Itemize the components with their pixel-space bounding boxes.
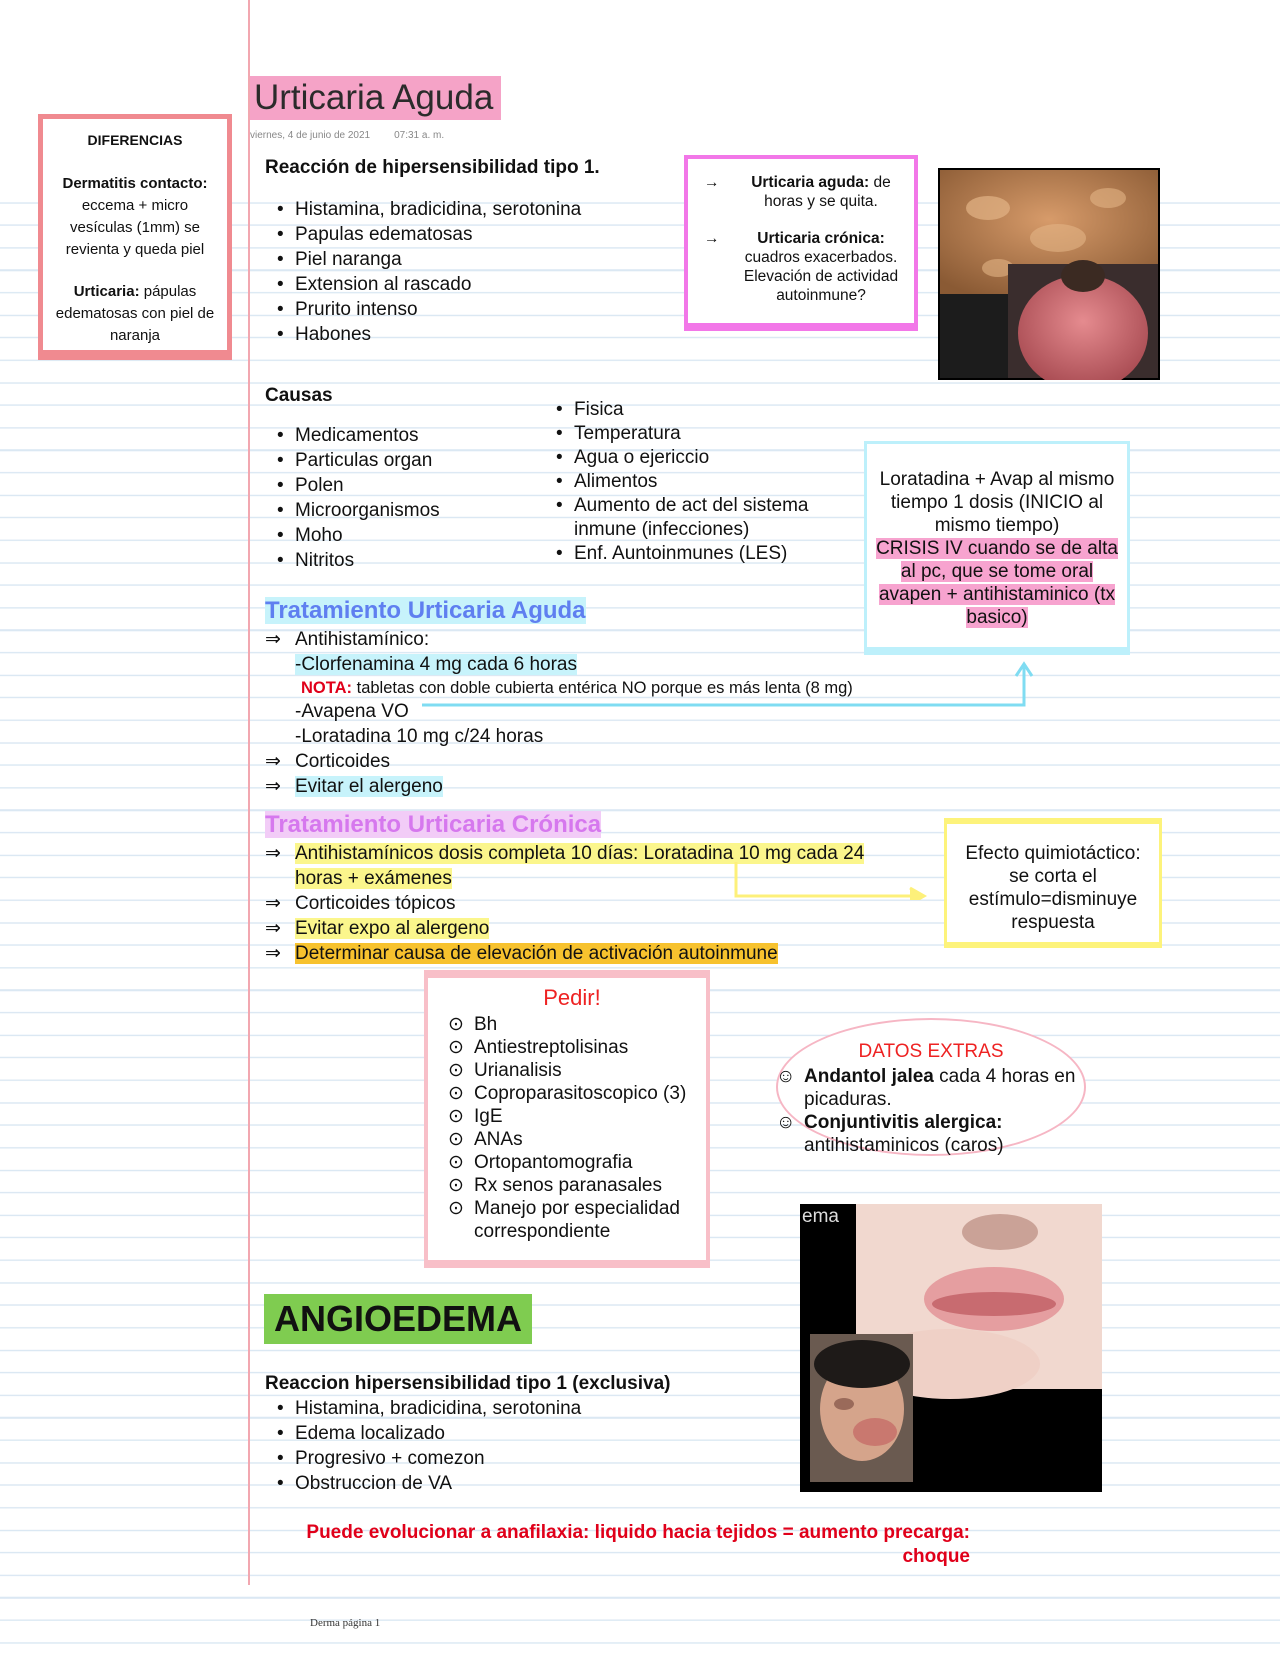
list-item: • Habones [265,322,625,347]
pedir-box [424,970,710,1268]
causas-col1 [265,423,535,573]
list-item [265,774,965,799]
list-item: ⊙ Coproparasitoscopico (3) [448,1082,696,1105]
list-item: ⊙ Antiestreptolisinas [448,1036,696,1059]
list-item: • Histamina, bradicidina, serotonina [265,1396,725,1421]
double-arrow-icon: ⇒ [265,843,281,864]
list-item: ⊙ Ortopantomografia [448,1151,696,1174]
list-item: • Alimentos [544,470,844,494]
angioedema-heading: Reaccion hipersensibilidad tipo 1 (exclusiva) [265,1373,671,1394]
list-item: -Loratadina 10 mg c/24 horas [295,726,544,747]
urticaria-skin-photo [938,168,1160,380]
dermatitis-note [51,173,219,261]
list-item: -Avapena VO [295,701,409,722]
evitar-text: Evitar el alergeno [295,776,443,797]
cronica-label: Urticaria crónica: [757,230,885,247]
angioedema-photo-image [800,1204,1102,1492]
tratamiento-aguda-title-text: Tratamiento Urticaria Aguda [265,597,586,624]
angioedema-list [265,1396,725,1496]
arrow-right-icon: → [704,174,720,191]
list-item: • Agua o ejericcio [544,446,844,470]
double-arrow-icon: ⇒ [265,893,281,914]
double-arrow-icon: ⇒ [265,776,281,797]
list-item [776,1111,1086,1157]
list-item: • Obstruccion de VA [265,1471,725,1496]
page-number: Derma página 1 [310,1617,381,1629]
list-item: • Piel naranga [265,247,625,272]
cronica-row [696,229,906,305]
tratamiento-cronica-title-text: Tratamiento Urticaria Crónica [265,811,602,838]
list-item [265,916,925,941]
time-text: 07:31 a. m. [394,130,445,141]
list-item: • Temperatura [544,422,844,446]
list-item [265,941,925,966]
tratamiento-aguda-list [265,627,965,799]
dermatitis-label: Dermatitis contacto: [62,175,208,192]
conjuntivitis-text: antihistaminicos (caros) [804,1135,1004,1156]
list-item: • Microorganismos [265,498,535,523]
loratadina-line: Loratadina + Avap al mismo tiempo 1 dosis (INICIO al mismo tiempo) [879,469,1115,536]
list-item: • Histamina, bradicidina, serotonina [265,197,625,222]
list-item: • Extension al rascado [265,272,625,297]
efecto-box: Efecto quimiotáctico: se corta el estímulo=disminuye respuesta [944,818,1162,948]
pedir-heading: Pedir! [543,985,601,1010]
list-item: • Polen [265,473,535,498]
aguda-text: de horas y se quita. [764,174,891,210]
photo-label: ema [802,1206,839,1227]
differences-heading: DIFERENCIAS [87,132,183,148]
angioedema-photo [800,1204,1102,1492]
list-item: • Moho [265,523,535,548]
angioedema-title: ANGIOEDEMA [264,1294,532,1344]
aguda-cronica-box [684,155,918,331]
urticaria-text: pápulas edematosas con piel de naranja [55,283,215,344]
cronica-text: cuadros exacerbados. Elevación de actividad autoinmune? [743,249,899,304]
causas-heading: Causas [265,385,333,406]
datos-extras [776,1040,1086,1157]
urticaria-note [51,281,219,347]
nota-label: NOTA: [301,679,353,697]
list-item: ⊙ Urianalisis [448,1059,696,1082]
list-item: ⊙ IgE [448,1105,696,1128]
list-item [776,1065,1086,1111]
list-item: • Progresivo + comezon [265,1446,725,1471]
aguda-row [696,173,906,211]
urticaria-label: Urticaria: [73,283,140,300]
list-item: • Medicamentos [265,423,535,448]
list-item: ⊙ Manejo por especialidad correspondiente [448,1197,696,1243]
cronica-item1-text: Antihistamínicos dosis completa 10 días: Loratadina 10 mg cada 24 horas + exámenes [295,843,865,889]
connector-arrow-yellow [730,860,930,900]
list-item: • Papulas edematosas [265,222,625,247]
dermatitis-text: eccema + micro vesículas (1mm) se revienta y queda piel [65,197,205,258]
differences-box [38,114,232,360]
page-title: Urticaria Aguda [250,76,501,120]
page-date [250,130,468,141]
conjuntivitis-label: Conjuntivitis alergica: [804,1112,1003,1133]
list-item: • Edema localizado [265,1421,725,1446]
tratamiento-cronica-title [265,811,601,839]
datos-extras-heading: DATOS EXTRAS [858,1041,1004,1062]
corticoides-text: Corticoides [295,751,391,772]
cronica-item2-text: Corticoides tópicos [295,893,456,914]
list-item: • Fisica [544,398,844,422]
intro-heading: Reacción de hipersensibilidad tipo 1. [265,157,600,178]
list-item: • Prurito intenso [265,297,625,322]
date-text: viernes, 4 de junio de 2021 [250,130,371,141]
loratadina-box [864,441,1130,655]
antihistaminico-text: Antihistamínico: [295,629,430,650]
list-item [265,627,965,652]
nota-text: tabletas con doble cubierta entérica NO porque es más lenta (8 mg) [356,679,853,697]
crisis-line [873,537,1121,629]
list-item [265,749,965,774]
cronica-item3-text: Evitar expo al alergeno [295,918,490,939]
cronica-item4-text: Determinar causa de elevación de activación autoinmune [295,943,778,964]
tratamiento-aguda-title [265,597,586,625]
double-arrow-icon: ⇒ [265,918,281,939]
arrow-right-icon: → [704,230,720,247]
list-item: • Particulas organ [265,448,535,473]
list-item: ⊙ Rx senos paranasales [448,1174,696,1197]
causas-col2 [544,398,844,566]
crisis-highlight: CRISIS IV cuando se de alta al pc, que se tome oral avapen + antihistaminico (tx basico) [876,538,1118,628]
double-arrow-icon: ⇒ [265,943,281,964]
clorfenamina-text: -Clorfenamina 4 mg cada 6 horas [295,654,577,675]
list-item: • Nitritos [265,548,535,573]
andantol-text: cada 4 horas en picaduras. [804,1066,1076,1110]
smiley-icon: ☺ [776,1112,796,1133]
double-arrow-icon: ⇒ [265,751,281,772]
list-item: ⊙ Bh [448,1013,696,1036]
intro-list [265,197,625,347]
aguda-label: Urticaria aguda: [751,174,870,191]
smiley-icon: ☺ [776,1066,796,1087]
list-item: ⊙ ANAs [448,1128,696,1151]
andantol-label: Andantol jalea [804,1066,934,1087]
double-arrow-icon: ⇒ [265,629,281,650]
notebook-margin-line [248,0,250,1585]
skin-photo-image [938,168,1160,380]
connector-arrow-cyan [420,660,1040,710]
list-item: • Enf. Auntoinmunes (LES) [544,542,844,566]
list-item: • Aumento de act del sistema inmune (infecciones) [544,494,844,542]
anafilaxia-warning: Puede evolucionar a anafilaxia: liquido hacia tejidos = aumento precarga: choque [306,1522,970,1567]
